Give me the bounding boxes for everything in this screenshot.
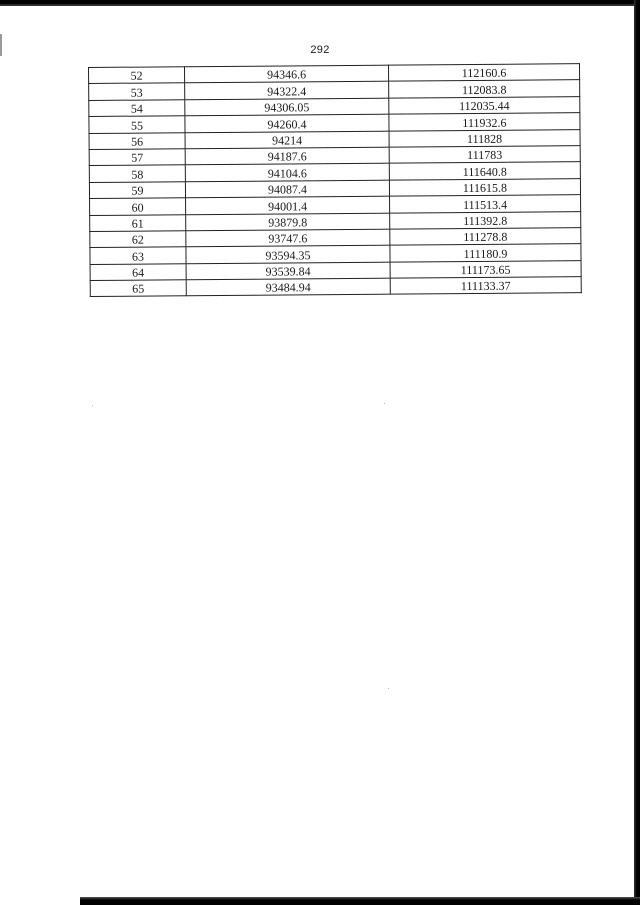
data-table-container: [88, 63, 578, 297]
row-index-cell: 60: [90, 198, 186, 215]
value-b-cell: 111783: [389, 146, 580, 164]
value-a-cell: 93879.8: [186, 213, 390, 231]
row-index-cell: 55: [89, 116, 185, 133]
value-a-cell: 93539.84: [186, 262, 390, 280]
row-index-cell: 65: [90, 280, 186, 297]
value-b-cell: 111932.6: [389, 113, 580, 131]
value-b-cell: 111173.65: [390, 260, 581, 278]
row-index-cell: 52: [89, 67, 185, 84]
scan-edge-bottom: [80, 897, 640, 905]
value-a-cell: 93484.94: [186, 278, 390, 296]
value-a-cell: 94214: [185, 131, 389, 149]
value-a-cell: 94322.4: [185, 82, 389, 100]
value-b-cell: 111828: [389, 129, 580, 147]
value-b-cell: 111180.9: [390, 244, 581, 262]
row-index-cell: 61: [90, 214, 186, 231]
value-a-cell: 94087.4: [185, 180, 389, 198]
data-table: [88, 63, 582, 297]
value-a-cell: 94260.4: [185, 114, 389, 132]
value-b-cell: 112160.6: [388, 64, 579, 82]
value-b-cell: 111278.8: [390, 228, 581, 246]
row-index-cell: 63: [90, 247, 186, 264]
table-row: [90, 277, 581, 297]
value-b-cell: 111133.37: [390, 277, 581, 295]
value-a-cell: 94187.6: [185, 147, 389, 165]
scan-edge-right: [634, 0, 640, 905]
value-a-cell: 94306.05: [185, 98, 389, 116]
page-number: 292: [310, 44, 330, 56]
row-index-cell: 53: [89, 83, 185, 100]
value-a-cell: 94001.4: [186, 196, 390, 214]
scan-speck: [388, 688, 389, 689]
value-b-cell: 111615.8: [389, 178, 580, 196]
row-index-cell: 56: [89, 132, 185, 149]
scan-speck: [92, 405, 93, 406]
value-b-cell: 111640.8: [389, 162, 580, 180]
scan-speck: [384, 403, 385, 404]
value-a-cell: 93594.35: [186, 245, 390, 263]
data-table-body: [89, 64, 582, 297]
row-index-cell: 54: [89, 100, 185, 117]
scan-edge-top: [0, 0, 640, 6]
row-index-cell: 59: [89, 181, 185, 198]
row-index-cell: 62: [90, 231, 186, 248]
value-b-cell: 112035.44: [389, 96, 580, 114]
row-index-cell: 64: [90, 263, 186, 280]
value-b-cell: 112083.8: [389, 80, 580, 98]
value-b-cell: 111392.8: [390, 211, 581, 229]
value-a-cell: 93747.6: [186, 229, 390, 247]
row-index-cell: 58: [89, 165, 185, 182]
value-a-cell: 94346.6: [185, 65, 389, 83]
row-index-cell: 57: [89, 149, 185, 166]
value-b-cell: 111513.4: [390, 195, 581, 213]
value-a-cell: 94104.6: [185, 163, 389, 181]
